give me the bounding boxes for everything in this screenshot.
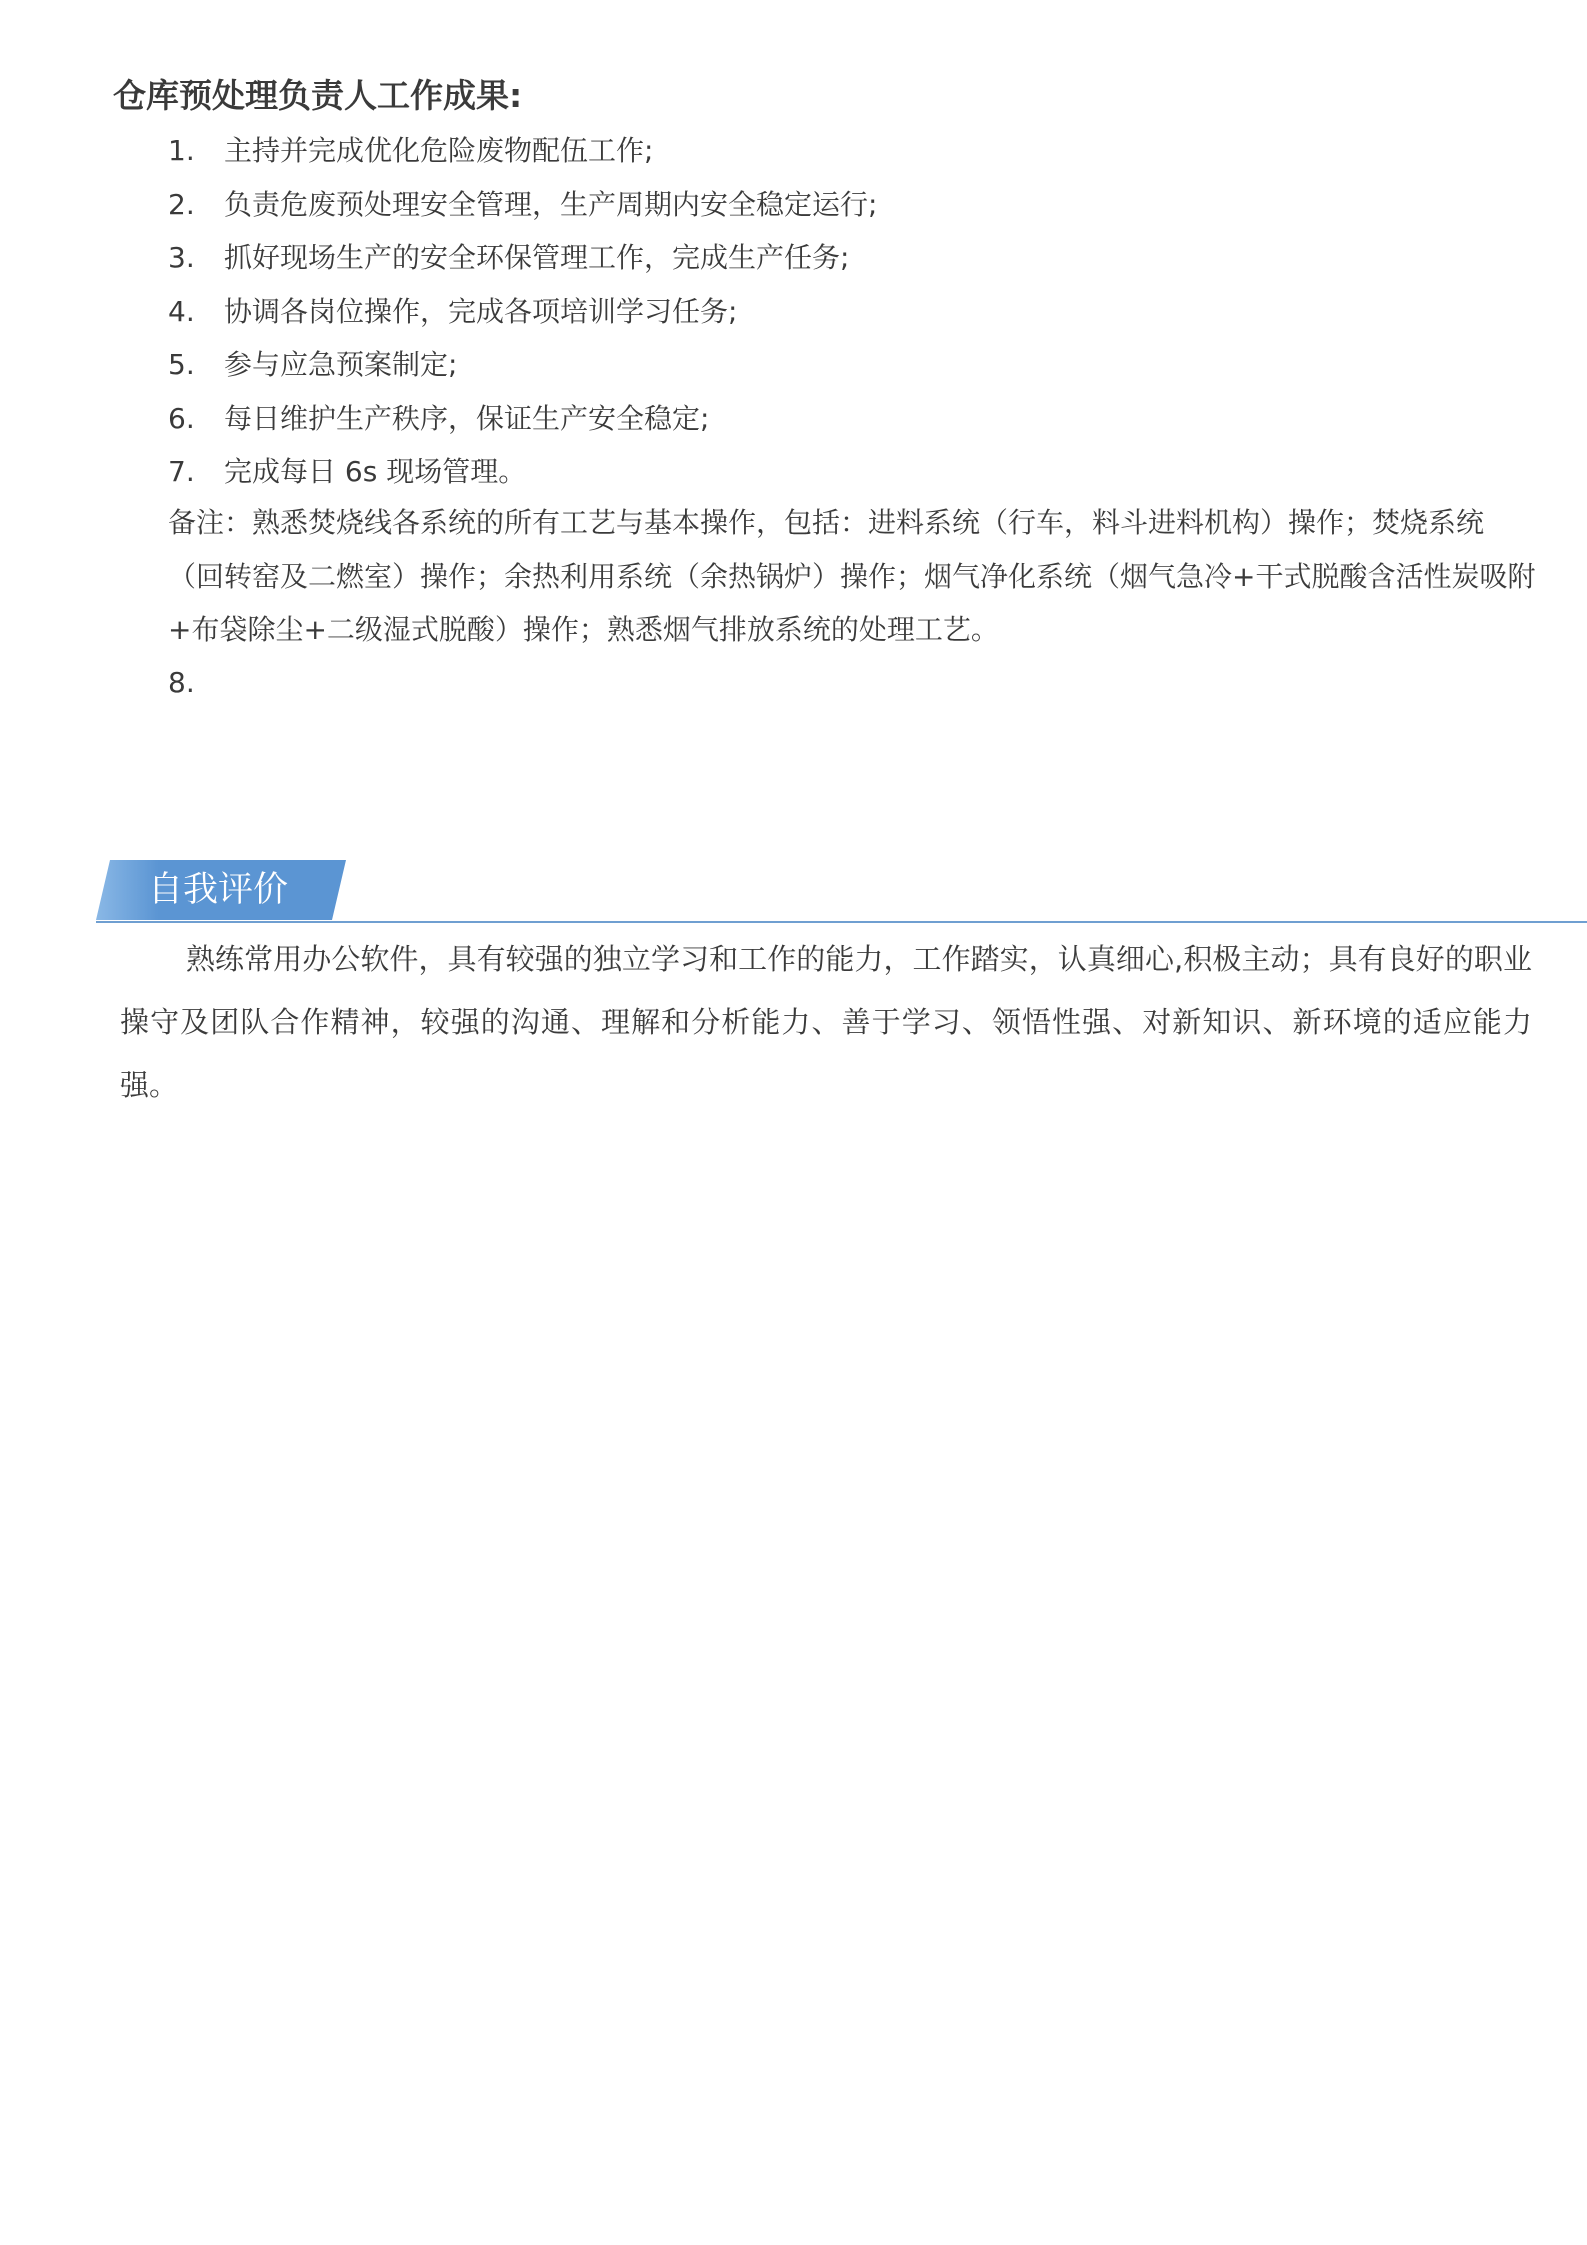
section-divider bbox=[96, 921, 1587, 923]
list-item-text: 主持并完成优化危险废物配伍工作; bbox=[224, 134, 654, 167]
achievements-title: 仓库预处理负责人工作成果: bbox=[113, 76, 523, 115]
list-item-number: 3. bbox=[168, 241, 195, 274]
list-item bbox=[168, 445, 1548, 499]
list-item bbox=[168, 285, 1548, 339]
list-item bbox=[168, 338, 1548, 392]
list-item bbox=[168, 124, 1548, 178]
list-item bbox=[168, 178, 1548, 232]
list-item-text: 参与应急预案制定; bbox=[224, 348, 458, 381]
list-item-number: 4. bbox=[168, 294, 195, 328]
list-item-text: 每日维护生产秩序，保证生产安全稳定; bbox=[224, 401, 710, 435]
list-item-text: 完成每日 6s 现场管理。 bbox=[224, 455, 527, 488]
list-item-8-number: 8. bbox=[168, 666, 195, 699]
list-item-number: 7. bbox=[168, 455, 195, 488]
self-evaluation-header bbox=[96, 860, 1587, 926]
list-item bbox=[168, 392, 1548, 446]
section-title: 自我评价 bbox=[148, 870, 289, 910]
list-item-text: 协调各岗位操作，完成各项培训学习任务; bbox=[224, 294, 738, 328]
self-evaluation-text: 熟练常用办公软件，具有较强的独立学习和工作的能力，工作踏实，认真细心,积极主动；具有良好的职业操守及团队合作精神，较强的沟通、理解和分析能力、善于学习、领悟性强、对新知识、新环境的适应能力强。 bbox=[120, 942, 1532, 1102]
list-item-text: 抓好现场生产的安全环保管理工作，完成生产任务; bbox=[224, 241, 850, 274]
list-item-number: 6. bbox=[168, 401, 195, 435]
achievements-list bbox=[168, 124, 1548, 499]
list-item-number: 2. bbox=[168, 187, 195, 221]
list-item-number: 1. bbox=[168, 134, 195, 167]
list-item-number: 5. bbox=[168, 348, 195, 381]
achievements-note: 备注：熟悉焚烧线各系统的所有工艺与基本操作，包括：进料系统（行车，料斗进料机构）操作；焚烧系统（回转窑及二燃室）操作；余热利用系统（余热锅炉）操作；烟气净化系统（烟气急冷+干式脱酸含活性炭吸附+布袋除尘+二级湿式脱酸）操作；熟悉烟气排放系统的处理工艺。 bbox=[168, 506, 1536, 646]
list-item bbox=[168, 231, 1548, 285]
list-item-text: 负责危废预处理安全管理，生产周期内安全稳定运行; bbox=[224, 187, 878, 221]
